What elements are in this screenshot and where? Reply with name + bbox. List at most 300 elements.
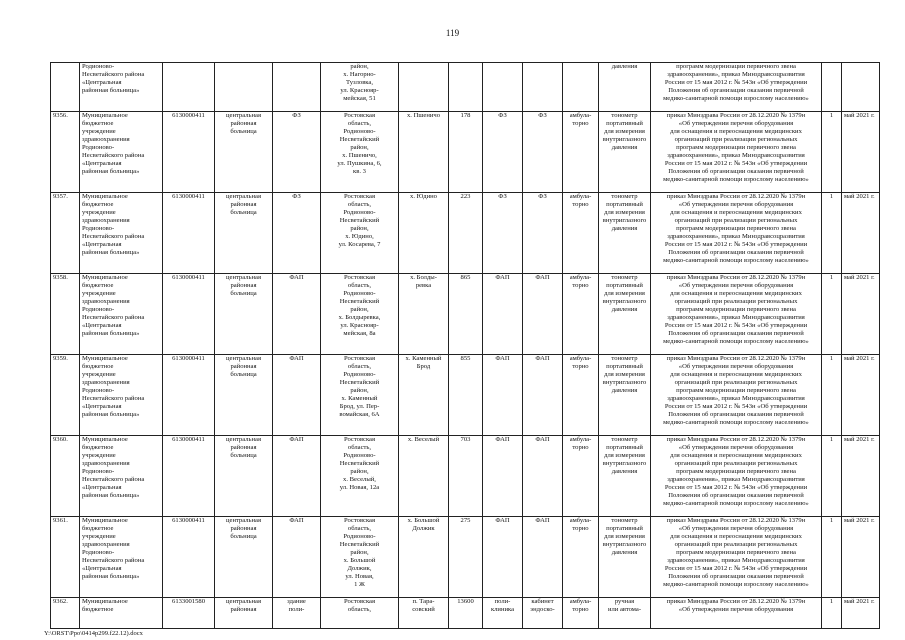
- cell-line: ручная: [614, 598, 635, 605]
- cell-line: Несветайского района: [82, 71, 145, 79]
- cell-line: Муниципальное: [82, 355, 128, 362]
- cell-unit-kind: [483, 274, 523, 355]
- cell-row-number: [51, 436, 80, 517]
- cell-line: программ модернизации первичного звена: [676, 225, 796, 233]
- cell-population: [449, 598, 483, 629]
- cell-unit-category: [523, 355, 563, 436]
- table-body: [51, 63, 880, 629]
- cell-line: медико-санитарной помощи взрослому населению»: [663, 500, 809, 508]
- cell-line: торно: [572, 120, 589, 128]
- cell-line: Должик,: [347, 565, 372, 573]
- cell-line: область,: [347, 363, 372, 371]
- cell-line: ФАП: [535, 517, 550, 524]
- cell-line: ФАП: [289, 517, 304, 524]
- cell-line: область,: [347, 120, 372, 128]
- cell-address: [321, 193, 399, 274]
- cell-line: здравоохранения», приказ Минздравсоцразвития: [667, 233, 805, 241]
- cell-line: «Об утверждении перечня оборудования: [678, 282, 794, 290]
- cell-line: внутриглазного: [602, 136, 647, 144]
- cell-line: ФЗ: [498, 112, 507, 119]
- cell-line: для оснащения и переоснащения медицинских: [670, 128, 802, 136]
- cell-line: х. Каменный: [405, 355, 442, 362]
- cell-delivery-date: [842, 193, 880, 274]
- cell-line: больница: [230, 128, 257, 136]
- cell-line: Положения об организации оказания первичной: [668, 573, 804, 581]
- cell-line: «Об утверждении перечня оборудования: [678, 201, 794, 209]
- cell-line: центральная: [225, 517, 261, 524]
- cell-institution-name: [80, 193, 163, 274]
- cell-line: бюджетное: [82, 444, 114, 452]
- cell-line: Родионово-: [82, 144, 115, 152]
- cell-line: тонометр: [611, 274, 638, 281]
- cell-line: медико-санитарной помощи взрослому населению»: [663, 95, 809, 103]
- cell-line: для оснащения и переоснащения медицинских: [670, 371, 802, 379]
- cell-line: организаций при реализации региональных: [674, 217, 798, 225]
- cell-line: кабинет: [531, 598, 554, 605]
- cell-legal-basis: [651, 63, 822, 112]
- cell-line: Родионово-: [82, 549, 115, 557]
- cell-line: х. Большой: [343, 557, 376, 565]
- cell-line: давления: [611, 306, 638, 314]
- cell-settlement: [399, 436, 449, 517]
- table-row: [51, 274, 880, 355]
- cell-settlement: [399, 63, 449, 112]
- cell-line: для оснащения и переоснащения медицинских: [670, 533, 802, 541]
- cell-unit-type: [273, 598, 321, 629]
- cell-line: Родионово-: [82, 306, 115, 314]
- cell-line: здравоохранения: [82, 136, 130, 144]
- cell-unit-kind: [483, 355, 523, 436]
- cell-line: организаций при реализации региональных: [674, 298, 798, 306]
- cell-line: амбула-: [569, 598, 592, 605]
- cell-line: ФАП: [495, 274, 510, 281]
- cell-address: [321, 355, 399, 436]
- cell-delivery-date: [842, 598, 880, 629]
- cell-line: здравоохранения», приказ Минздравсоцразвития: [667, 152, 805, 160]
- cell-equipment-name: [599, 193, 651, 274]
- cell-line: организаций при реализации региональных: [674, 460, 798, 468]
- cell-line: районная: [230, 525, 257, 533]
- cell-line: учреждение: [82, 533, 116, 541]
- cell-line: «Центральная: [82, 241, 122, 249]
- cell-line: 1: [829, 193, 834, 200]
- cell-line: область,: [347, 282, 372, 290]
- cell-line: Ростовская: [343, 355, 376, 362]
- cell-line: «Об утверждении перечня оборудования: [678, 444, 794, 452]
- cell-quantity: [822, 193, 842, 274]
- cell-line: «Центральная: [82, 403, 122, 411]
- cell-line: ФАП: [289, 355, 304, 362]
- cell-line: давления: [611, 225, 638, 233]
- cell-line: центральная: [225, 436, 261, 443]
- cell-line: «Об утверждении перечня оборудования: [678, 120, 794, 128]
- cell-line: здравоохранения: [82, 460, 130, 468]
- cell-line: 6130000411: [172, 436, 205, 443]
- cell-line: центральная: [225, 112, 261, 119]
- cell-line: давления: [611, 468, 638, 476]
- cell-line: здание: [287, 598, 306, 605]
- cell-line: Родионово-: [82, 225, 115, 233]
- cell-line: эндоско-: [530, 606, 555, 614]
- cell-line: Положения об организации оказания первичной: [668, 411, 804, 419]
- cell-inn: [163, 274, 215, 355]
- cell-legal-basis: [651, 598, 822, 629]
- cell-line: ул. Краснояр-: [340, 322, 379, 330]
- cell-inn: [163, 355, 215, 436]
- cell-line: 703: [460, 436, 471, 443]
- cell-line: Родионово-: [82, 468, 115, 476]
- cell-unit-category: [523, 193, 563, 274]
- cell-unit-type: [273, 193, 321, 274]
- cell-line: учреждение: [82, 209, 116, 217]
- cell-line: Родионово-: [343, 290, 376, 298]
- cell-line: для оснащения и переоснащения медицинских: [670, 452, 802, 460]
- cell-inn: [163, 517, 215, 598]
- cell-line: приказ Минздрава России от 28.12.2020 № 1379н: [666, 112, 806, 119]
- cell-line: 275: [460, 517, 471, 524]
- cell-line: России от 15 мая 2012 г. № 543н «Об утверждении: [664, 160, 808, 168]
- cell-legal-basis: [651, 112, 822, 193]
- cell-line: внутриглазного: [602, 217, 647, 225]
- cell-line: х. Болдыревка,: [338, 314, 381, 322]
- cell-row-number: [51, 63, 80, 112]
- cell-quantity: [822, 63, 842, 112]
- cell-line: х. Юдино,: [345, 233, 374, 241]
- cell-delivery-date: [842, 112, 880, 193]
- cell-line: мейская, 8а: [343, 330, 376, 338]
- cell-line: ФАП: [495, 355, 510, 362]
- cell-line: х. Веселый: [407, 436, 440, 443]
- cell-delivery-date: [842, 63, 880, 112]
- cell-line: районная больница»: [82, 249, 140, 257]
- cell-line: 178: [460, 112, 471, 119]
- cell-line: здравоохранения: [82, 217, 130, 225]
- cell-line: Положения об организации оказания первичной: [668, 330, 804, 338]
- cell-line: амбула-: [569, 517, 592, 524]
- cell-line: ул. Пушкина, 6,: [337, 160, 382, 168]
- cell-institution-name: [80, 112, 163, 193]
- table-row: [51, 63, 880, 112]
- table-row: [51, 112, 880, 193]
- cell-line: ФЗ: [292, 193, 301, 200]
- cell-line: Несветайского района: [82, 557, 145, 565]
- cell-line: район,: [350, 549, 369, 557]
- cell-unit-category: [523, 274, 563, 355]
- cell-equipment-name: [599, 63, 651, 112]
- cell-population: [449, 193, 483, 274]
- cell-line: ФЗ: [498, 193, 507, 200]
- cell-line: ФАП: [495, 436, 510, 443]
- cell-line: организаций при реализации региональных: [674, 541, 798, 549]
- cell-line: амбула-: [569, 193, 592, 200]
- table-row: [51, 436, 880, 517]
- cell-settlement: [399, 193, 449, 274]
- table-row: [51, 193, 880, 274]
- cell-line: х. Пшеничо: [406, 112, 441, 119]
- cell-line: районная больница»: [82, 573, 140, 581]
- cell-line: районная: [230, 282, 257, 290]
- cell-legal-basis: [651, 517, 822, 598]
- cell-line: ФЗ: [292, 112, 301, 119]
- cell-line: тонометр: [611, 517, 638, 524]
- cell-line: здравоохранения: [82, 298, 130, 306]
- cell-inn: [163, 63, 215, 112]
- cell-line: Несветайского района: [82, 395, 145, 403]
- cell-line: «Об утверждении перечня оборудования: [678, 525, 794, 533]
- cell-line: Муниципальное: [82, 112, 128, 119]
- cell-line: для измерения: [604, 290, 645, 298]
- cell-institution-name: [80, 63, 163, 112]
- cell-equipment-name: [599, 517, 651, 598]
- cell-line: май 2021 г.: [844, 355, 875, 362]
- cell-line: Положения об организации оказания первичной: [668, 249, 804, 257]
- cell-line: 6130000411: [172, 517, 205, 524]
- cell-line: учреждение: [82, 290, 116, 298]
- cell-line: портативный: [606, 282, 643, 290]
- cell-row-number: [51, 355, 80, 436]
- cell-inn: [163, 436, 215, 517]
- cell-line: 9358.: [53, 274, 68, 281]
- cell-line: давления: [611, 144, 638, 152]
- cell-line: ревка: [415, 282, 432, 290]
- cell-delivery-date: [842, 436, 880, 517]
- table-row: [51, 598, 880, 629]
- page-number: 119: [445, 28, 460, 38]
- cell-line: Ростовская: [343, 598, 376, 605]
- cell-line: для измерения: [604, 371, 645, 379]
- cell-equipment-name: [599, 274, 651, 355]
- cell-institution-name: [80, 274, 163, 355]
- cell-line: район,: [350, 63, 369, 70]
- cell-line: России от 15 мая 2012 г. № 543н «Об утверждении: [664, 241, 808, 249]
- cell-line: Брод, ул. Пер-: [339, 403, 380, 411]
- cell-line: 1: [829, 598, 834, 605]
- cell-institution-name: [80, 517, 163, 598]
- cell-line: организаций при реализации региональных: [674, 379, 798, 387]
- cell-unit-category: [523, 517, 563, 598]
- cell-line: «Об утверждении перечня оборудования: [678, 363, 794, 371]
- cell-institution-name: [80, 355, 163, 436]
- cell-line: России от 15 мая 2012 г. № 543н «Об утверждении: [664, 484, 808, 492]
- cell-line: районная больница»: [82, 492, 140, 500]
- cell-line: мейская, 51: [343, 95, 376, 103]
- cell-line: программ модернизации первичного звена: [676, 306, 796, 314]
- cell-population: [449, 112, 483, 193]
- cell-line: район,: [350, 387, 369, 395]
- cell-line: Должик: [412, 525, 435, 533]
- cell-line: бюджетное: [82, 120, 114, 128]
- cell-unit-type: [273, 355, 321, 436]
- cell-legal-basis: [651, 274, 822, 355]
- cell-line: для измерения: [604, 128, 645, 136]
- cell-quantity: [822, 274, 842, 355]
- cell-line: «Центральная: [82, 322, 122, 330]
- cell-equipment-name: [599, 436, 651, 517]
- cell-line: май 2021 г.: [844, 112, 875, 119]
- cell-unit-type: [273, 436, 321, 517]
- cell-line: «Центральная: [82, 160, 122, 168]
- cell-line: России от 15 мая 2012 г. № 543н «Об утверждении: [664, 79, 808, 87]
- cell-line: ул. Новая,: [345, 573, 374, 581]
- cell-line: портативный: [606, 525, 643, 533]
- cell-care-form: [563, 112, 599, 193]
- cell-line: х. Веселый,: [343, 476, 376, 484]
- cell-line: 6130000411: [172, 355, 205, 362]
- cell-line: 13600: [457, 598, 474, 605]
- cell-line: внутриглазного: [602, 298, 647, 306]
- cell-line: район,: [350, 225, 369, 233]
- cell-equipment-name: [599, 112, 651, 193]
- cell-line: торно: [572, 606, 589, 614]
- cell-population: [449, 274, 483, 355]
- cell-line: 1: [829, 517, 834, 524]
- cell-institution-name: [80, 436, 163, 517]
- cell-inn: [163, 598, 215, 629]
- cell-population: [449, 517, 483, 598]
- cell-line: область,: [347, 444, 372, 452]
- cell-line: х. Пшеничо,: [342, 152, 377, 160]
- cell-line: амбула-: [569, 274, 592, 281]
- cell-line: Несветайского района: [82, 314, 145, 322]
- cell-line: 6133001580: [172, 598, 205, 605]
- cell-line: Родионово-: [343, 128, 376, 136]
- cell-unit-category: [523, 63, 563, 112]
- cell-line: медико-санитарной помощи взрослому населению»: [663, 338, 809, 346]
- cell-line: х. Каменный: [341, 395, 378, 403]
- cell-settlement: [399, 598, 449, 629]
- cell-unit-kind: [483, 517, 523, 598]
- cell-line: больница: [230, 290, 257, 298]
- cell-line: медико-санитарной помощи взрослому населению»: [663, 257, 809, 265]
- cell-settlement: [399, 274, 449, 355]
- cell-line: торно: [572, 201, 589, 209]
- cell-organization-type: [215, 598, 273, 629]
- cell-line: давления: [611, 63, 638, 70]
- cell-line: поли-: [288, 606, 305, 614]
- cell-line: х. Юдино: [410, 193, 437, 200]
- cell-address: [321, 274, 399, 355]
- cell-line: 6130000411: [172, 112, 205, 119]
- cell-line: область,: [347, 525, 372, 533]
- cell-line: Положения об организации оказания первичной: [668, 168, 804, 176]
- cell-line: программ модернизации первичного звена: [676, 63, 796, 70]
- cell-line: больница: [230, 209, 257, 217]
- cell-line: программ модернизации первичного звена: [676, 144, 796, 152]
- cell-line: программ модернизации первичного звена: [676, 549, 796, 557]
- cell-line: приказ Минздрава России от 28.12.2020 № 1379н: [666, 517, 806, 524]
- cell-quantity: [822, 598, 842, 629]
- cell-line: совский: [412, 606, 435, 614]
- cell-line: май 2021 г.: [844, 436, 875, 443]
- cell-line: 9359.: [53, 355, 68, 362]
- cell-line: район,: [350, 468, 369, 476]
- cell-line: 223: [460, 193, 471, 200]
- cell-unit-category: [523, 436, 563, 517]
- cell-line: май 2021 г.: [844, 598, 875, 605]
- cell-line: Несветайский: [339, 379, 380, 387]
- cell-line: программ модернизации первичного звена: [676, 468, 796, 476]
- cell-line: амбула-: [569, 112, 592, 119]
- cell-line: районная больница»: [82, 168, 140, 176]
- cell-line: Ростовская: [343, 517, 376, 524]
- cell-line: район,: [350, 306, 369, 314]
- cell-line: России от 15 мая 2012 г. № 543н «Об утверждении: [664, 322, 808, 330]
- cell-line: здравоохранения: [82, 541, 130, 549]
- cell-line: х. Болды-: [410, 274, 437, 281]
- cell-quantity: [822, 436, 842, 517]
- cell-line: портативный: [606, 363, 643, 371]
- cell-line: Родионово-: [82, 63, 115, 70]
- cell-line: Ростовская: [343, 436, 376, 443]
- cell-line: 1 Ж: [354, 581, 365, 589]
- cell-care-form: [563, 598, 599, 629]
- cell-line: Несветайского района: [82, 476, 145, 484]
- cell-unit-type: [273, 63, 321, 112]
- cell-line: районная больница»: [82, 330, 140, 338]
- cell-line: май 2021 г.: [844, 274, 875, 281]
- cell-equipment-name: [599, 598, 651, 629]
- cell-line: России от 15 мая 2012 г. № 543н «Об утверждении: [664, 403, 808, 411]
- cell-line: тонометр: [611, 112, 638, 119]
- cell-address: [321, 517, 399, 598]
- cell-line: ул. Косарева, 7: [338, 241, 381, 249]
- cell-line: 1: [829, 355, 834, 362]
- equipment-table-container: [50, 62, 875, 626]
- cell-line: больница: [230, 371, 257, 379]
- equipment-table: [50, 62, 880, 629]
- cell-settlement: [399, 517, 449, 598]
- cell-care-form: [563, 274, 599, 355]
- cell-legal-basis: [651, 355, 822, 436]
- cell-line: ФАП: [289, 436, 304, 443]
- cell-row-number: [51, 517, 80, 598]
- cell-line: районная больница»: [82, 87, 140, 95]
- cell-row-number: [51, 193, 80, 274]
- cell-line: внутриглазного: [602, 541, 647, 549]
- cell-organization-type: [215, 355, 273, 436]
- cell-line: Несветайский: [339, 217, 380, 225]
- cell-line: клиника: [490, 606, 515, 614]
- cell-line: здравоохранения», приказ Минздравсоцразвития: [667, 395, 805, 403]
- cell-line: приказ Минздрава России от 28.12.2020 № 1379н: [666, 274, 806, 281]
- cell-line: Несветайский: [339, 460, 380, 468]
- cell-line: Родионово-: [343, 533, 376, 541]
- cell-line: здравоохранения», приказ Минздравсоцразвития: [667, 71, 805, 79]
- cell-line: Несветайский: [339, 298, 380, 306]
- footer-file-path: Y:\ORST\Ppo\0414p299.f22.12).docx: [44, 630, 143, 637]
- cell-unit-kind: [483, 598, 523, 629]
- cell-line: 1: [829, 112, 834, 119]
- cell-line: здравоохранения», приказ Минздравсоцразвития: [667, 476, 805, 484]
- cell-line: х. Нагорно-: [343, 71, 376, 79]
- cell-line: портативный: [606, 201, 643, 209]
- cell-line: амбула-: [569, 355, 592, 362]
- cell-line: кв. 3: [353, 168, 366, 176]
- cell-settlement: [399, 112, 449, 193]
- cell-line: Несветайского района: [82, 233, 145, 241]
- cell-line: тонометр: [611, 193, 638, 200]
- cell-line: районная: [230, 363, 257, 371]
- cell-organization-type: [215, 517, 273, 598]
- cell-line: Ростовская: [343, 193, 376, 200]
- cell-line: май 2021 г.: [844, 517, 875, 524]
- cell-line: Муниципальное: [82, 436, 128, 443]
- cell-unit-type: [273, 112, 321, 193]
- cell-line: «Центральная: [82, 79, 122, 87]
- cell-unit-type: [273, 517, 321, 598]
- cell-line: амбула-: [569, 436, 592, 443]
- cell-line: здравоохранения», приказ Минздравсоцразвития: [667, 314, 805, 322]
